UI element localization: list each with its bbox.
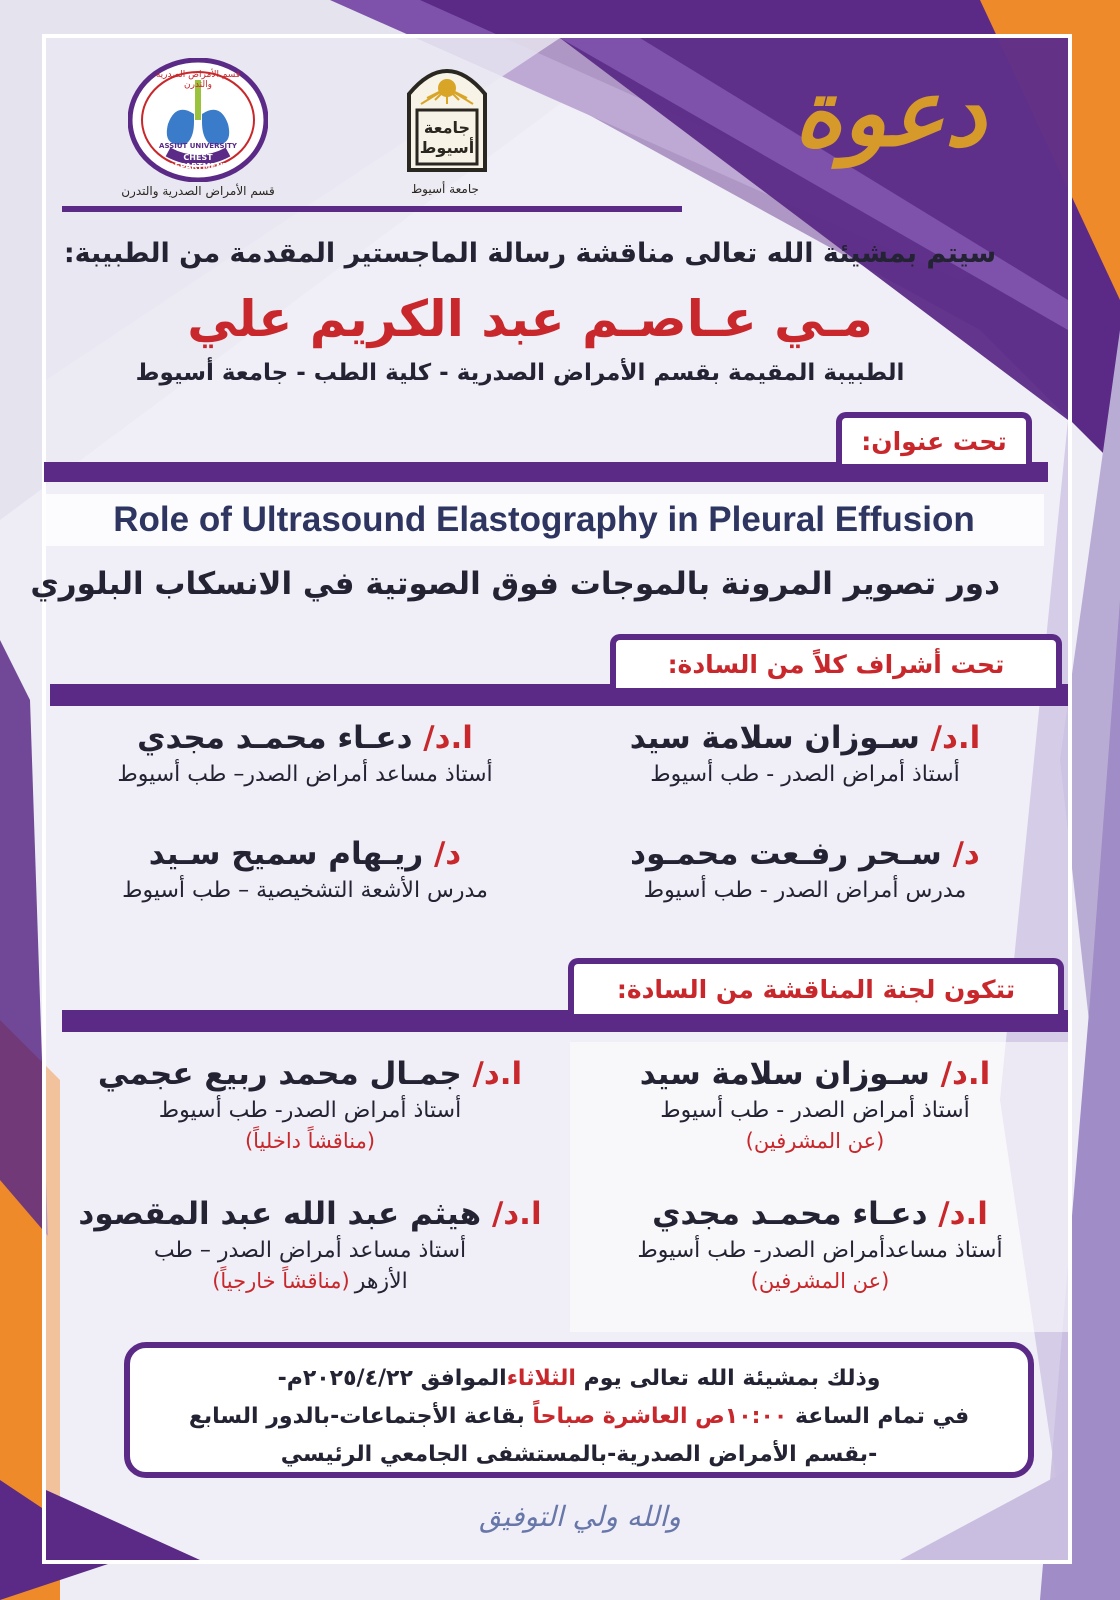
- committee-2-role: أستاذ أمراض الصدر- طب أسيوط: [158, 1098, 462, 1123]
- supervisor-4-role: مدرس الأشعة التشخيصية – طب أسيوط: [122, 878, 488, 903]
- committee-2-note: (مناقشاً داخلياً): [244, 1129, 376, 1153]
- schedule-time: ١٠:٠٠ص: [695, 1404, 788, 1429]
- schedule-l2-d: بقاعة الأجتماعات-بالدور السابع: [188, 1404, 533, 1429]
- schedule-time-words: العاشرة صباحاً: [532, 1404, 688, 1429]
- committee-3-prefix: ا.د/: [938, 1196, 988, 1232]
- committee-3-role: أستاذ مساعدأمراض الصدر- طب أسيوط: [637, 1238, 1003, 1263]
- thesis-title-en: Role of Ultrasound Elastography in Pleural Effusion: [44, 494, 1044, 546]
- schedule-day: الثلاثاء: [506, 1366, 576, 1391]
- supervisor-2-name: دعـاء محمـد مجدي: [137, 720, 413, 756]
- committee-2-prefix: ا.د/: [472, 1056, 523, 1092]
- committee-member-1: [570, 1056, 1060, 1153]
- department-logo-top: قسم الأمراض الصدرية والتدرن: [155, 70, 241, 90]
- supervisor-4: [60, 836, 550, 903]
- university-logo-text: جامعة أسيوط: [419, 118, 475, 157]
- department-caption: قسم الأمراض الصدرية والتدرن: [121, 184, 275, 198]
- supervisor-4-prefix: د/: [433, 836, 462, 872]
- supervisor-2-prefix: ا.د/: [423, 720, 473, 756]
- committee-1-name: سـوزان سلامة سيد: [639, 1056, 930, 1092]
- committee-tab: تتكون لجنة المناقشة من السادة:: [568, 958, 1064, 1014]
- supervisor-2: [60, 720, 550, 787]
- supervisor-2-role: أستاذ مساعد أمراض الصدر– طب أسيوط: [117, 762, 493, 787]
- header-divider: [62, 206, 682, 212]
- committee-3-note: (عن المشرفين): [750, 1269, 890, 1293]
- schedule-l1-b: الموافق ٢٠٢٥/٤/٢٢م-: [277, 1366, 507, 1391]
- supervisor-1-name: سـوزان سلامة سيد: [629, 720, 920, 756]
- supervision-tab: تحت أشراف كلاً من السادة:: [610, 634, 1062, 688]
- schedule-l2-a: في تمام الساعة: [787, 1404, 970, 1429]
- committee-4-name: هيثم عبد الله عبد المقصود: [78, 1196, 482, 1232]
- candidate-affiliation: الطبيبة المقيمة بقسم الأمراض الصدرية - كلية الطب - جامعة أسيوط: [135, 360, 905, 386]
- supervisor-1: [560, 720, 1050, 787]
- supervisor-3: [560, 836, 1050, 903]
- university-caption: جامعة أسيوط: [411, 182, 479, 196]
- supervisor-3-role: مدرس أمراض الصدر - طب أسيوط: [643, 878, 967, 903]
- thesis-bar: [44, 462, 1048, 482]
- schedule-line-2: [150, 1398, 1008, 1436]
- supervisor-1-role: أستاذ أمراض الصدر - طب أسيوط: [650, 762, 960, 787]
- committee-4-role-cont: الأزهر: [354, 1269, 408, 1294]
- supervisor-3-prefix: د/: [952, 836, 980, 872]
- supervisor-3-name: سـحر رفـعت محمـود: [630, 836, 942, 872]
- schedule-line-1: [150, 1360, 1008, 1398]
- committee-member-2: [60, 1056, 560, 1153]
- committee-member-4: [60, 1196, 560, 1294]
- committee-1-prefix: ا.د/: [940, 1056, 991, 1092]
- committee-1-role: أستاذ أمراض الصدر - طب أسيوط: [660, 1098, 970, 1123]
- department-logo-univ: ASSIUT UNIVERSITY: [159, 142, 237, 150]
- committee-4-role: أستاذ مساعد أمراض الصدر – طب: [153, 1238, 467, 1263]
- university-logo: [405, 54, 489, 172]
- committee-2-name: جمـال محمد ربيع عجمي: [97, 1056, 462, 1092]
- department-logo-bottom: CHEST DEPARTMENT: [167, 153, 229, 171]
- department-logo: [128, 58, 268, 182]
- schedule-line-3: -بقسم الأمراض الصدرية-بالمستشفى الجامعي الرئيسي: [280, 1442, 878, 1467]
- schedule-l1-a: وذلك بمشيئة الله تعالى يوم: [575, 1366, 881, 1391]
- committee-3-name: دعـاء محمـد مجدي: [652, 1196, 928, 1232]
- thesis-title-ar: دور تصوير المرونة بالموجات فوق الصوتية في الانسكاب البلوري: [30, 566, 1000, 602]
- committee-4-note: (مناقشاً خارجياً): [212, 1269, 350, 1293]
- intro-line: سيتم بمشيئة الله تعالى مناقشة رسالة الماجستير المقدمة من الطبيبة:: [63, 238, 997, 269]
- committee-4-prefix: ا.د/: [491, 1196, 542, 1232]
- candidate-name: مـي عـاصـم عبد الكريم علي: [187, 290, 873, 348]
- supervisor-1-prefix: ا.د/: [930, 720, 981, 756]
- thesis-tab: تحت عنوان:: [836, 412, 1032, 464]
- supervisor-4-name: ريـهام سميح سـيد: [148, 836, 424, 872]
- committee-1-note: (عن المشرفين): [745, 1129, 885, 1153]
- footer-calligraphy: والله ولي التوفيق: [479, 1500, 681, 1533]
- committee-member-3: [570, 1196, 1070, 1293]
- schedule-box: [124, 1342, 1034, 1478]
- invite-word: دعوة: [794, 59, 986, 167]
